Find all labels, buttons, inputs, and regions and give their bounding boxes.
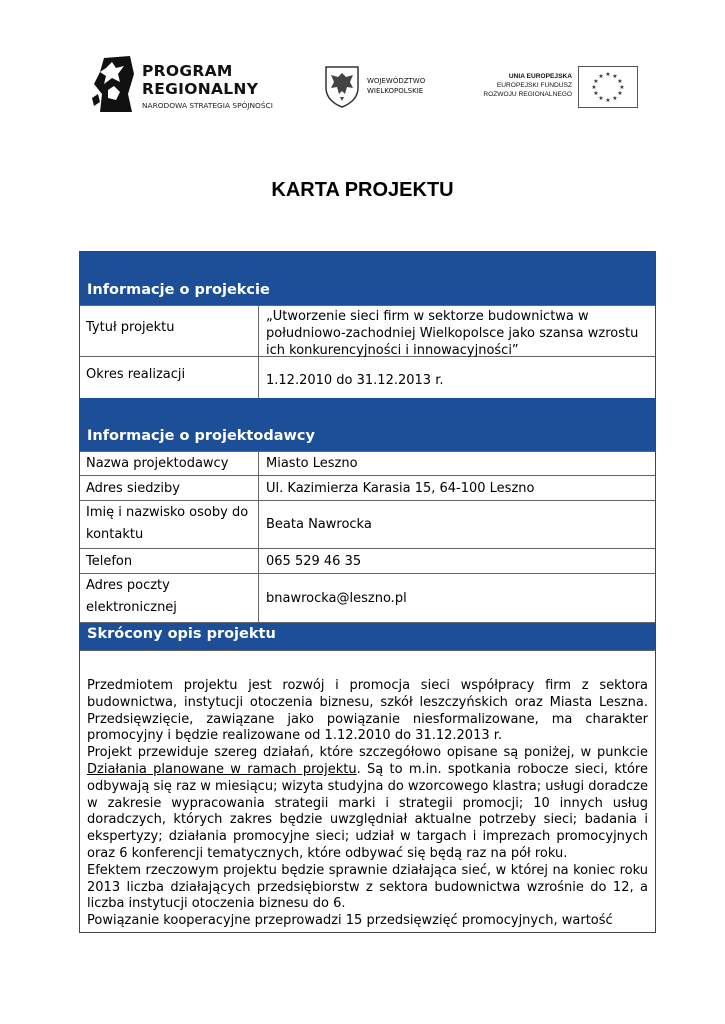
svg-text:★: ★ xyxy=(617,90,623,97)
project-title-label: Tytuł projektu xyxy=(80,306,259,356)
applicant-name-label: Nazwa projektodawcy xyxy=(80,452,259,475)
email-label: Adres poczty elektronicznej xyxy=(80,574,259,622)
phone-label: Telefon xyxy=(80,549,259,573)
eu-logo xyxy=(470,66,640,110)
wojewodztwo-label: WOJEWÓDZTWO xyxy=(367,77,426,85)
summary-p2-end: . Są to m.in. spotkania robocze sieci, które odbywają się raz w miesiącu; wizyta studyjna do wzorcowego klastra; usługi doradcze w zakresie wypracowania strategii marki i strategii promocji; 10 innych usług doradczych, których zakres będzie uwzględniał aktualne potrzeby sieci; badania i ekspertyzy; działania promocyjne sieci; udział w targach i imprezach promocyjnych oraz 6 konferencji tematycznych, które odbywać się będą raz na pół roku. xyxy=(87,761,648,861)
program-regionalny-emblem-icon xyxy=(90,54,136,114)
svg-text:★: ★ xyxy=(593,90,599,97)
page-title: KARTA PROJEKTU xyxy=(271,179,454,201)
program-label: PROGRAM xyxy=(142,62,233,80)
wojewodztwo-logo xyxy=(323,64,443,110)
row-email xyxy=(80,573,655,622)
summary-paragraph-1: Przedmiotem projektu jest rozwój i promocja sieci współpracy firm z sektora budownictwa, instytucji otoczenia biznesu, szkół leszczyńskich oraz Miasta Leszna. Przedsięwzięcie, zawiązane jako powiązanie niesformalizowane, ma charakter promocyjny i będzie realizowane od 1.12.2010 do 31.12.2013 r. xyxy=(87,678,648,744)
eu-label: UNIA EUROPEJSKA xyxy=(508,73,572,80)
svg-text:★: ★ xyxy=(612,73,618,80)
summary-text xyxy=(80,678,655,932)
row-phone xyxy=(80,548,655,573)
project-card-table xyxy=(79,251,656,933)
section-title-summary: Skrócony opis projektu xyxy=(87,626,276,642)
period-value: 1.12.2010 do 31.12.2013 r. xyxy=(266,373,444,388)
regionalny-label: REGIONALNY xyxy=(142,80,259,98)
summary-paragraph-2 xyxy=(87,745,648,863)
svg-text:★: ★ xyxy=(617,78,623,85)
svg-text:★: ★ xyxy=(591,84,597,91)
svg-text:★: ★ xyxy=(598,95,604,102)
row-period xyxy=(80,356,655,398)
address-label: Adres siedziby xyxy=(80,476,259,500)
section-header-project xyxy=(80,252,655,305)
svg-text:★: ★ xyxy=(612,95,618,102)
project-title-value: „Utworzenie sieci firm w sektorze budownictwa w południowo-zachodniej Wielkopolsce jako szansa wzrostu ich konkurencyjności i innowacyjności” xyxy=(266,309,639,358)
logo-header xyxy=(90,52,650,120)
svg-text:★: ★ xyxy=(598,73,604,80)
row-project-title xyxy=(80,305,655,356)
eu-flag-icon xyxy=(578,66,638,108)
summary-paragraph-4: Powiązanie kooperacyjne przeprowadzi 15 przedsięwzięć promocyjnych, wartość xyxy=(87,913,613,929)
contact-person-value: Beata Nawrocka xyxy=(266,517,372,532)
section-header-applicant xyxy=(80,398,655,451)
svg-text:★: ★ xyxy=(593,78,599,85)
summary-paragraph-3: Efektem rzeczowym projektu będzie sprawnie działająca sieć, w której na koniec roku 2013 liczba działających przedsiębiorstw z sektora budownictwa wzrośnie do 12, a liczba instytucji otoczenia biznesu do 6. xyxy=(87,862,648,912)
section-header-summary xyxy=(80,622,655,650)
contact-person-label: Imię i nazwisko osoby do kontaktu xyxy=(80,501,259,548)
applicant-name-value: Miasto Leszno xyxy=(266,456,358,471)
svg-text:★: ★ xyxy=(605,71,611,78)
svg-text:★: ★ xyxy=(619,84,625,91)
planned-actions-link: Działania planowane w ramach projektu xyxy=(87,761,357,777)
summary-spacer xyxy=(80,650,655,678)
email-value: bnawrocka@leszno.pl xyxy=(266,590,407,606)
section-title-applicant: Informacje o projektodawcy xyxy=(87,428,315,444)
wielkopolskie-label: WIELKOPOLSKIE xyxy=(367,87,424,95)
section-title-project: Informacje o projekcie xyxy=(87,282,270,298)
period-label: Okres realizacji xyxy=(80,357,259,398)
address-value: Ul. Kazimierza Karasia 15, 64-100 Leszno xyxy=(266,481,535,496)
eu-development-label: ROZWOJU REGIONALNEGO xyxy=(483,91,572,98)
row-applicant-name xyxy=(80,451,655,475)
svg-text:★: ★ xyxy=(605,97,611,104)
eu-fund-label: EUROPEJSKI FUNDUSZ xyxy=(496,82,572,89)
phone-value: 065 529 46 35 xyxy=(266,554,362,569)
program-regionalny-logo xyxy=(90,52,300,120)
strategy-subtitle: NARODOWA STRATEGIA SPÓJNOŚCI xyxy=(142,101,273,110)
summary-p2-start: Projekt przewiduje szereg działań, które szczegółowo opisane są poniżej, w punkcie xyxy=(87,745,648,761)
row-contact-person xyxy=(80,500,655,548)
row-address xyxy=(80,475,655,500)
wojewodztwo-crest-icon xyxy=(323,64,361,108)
